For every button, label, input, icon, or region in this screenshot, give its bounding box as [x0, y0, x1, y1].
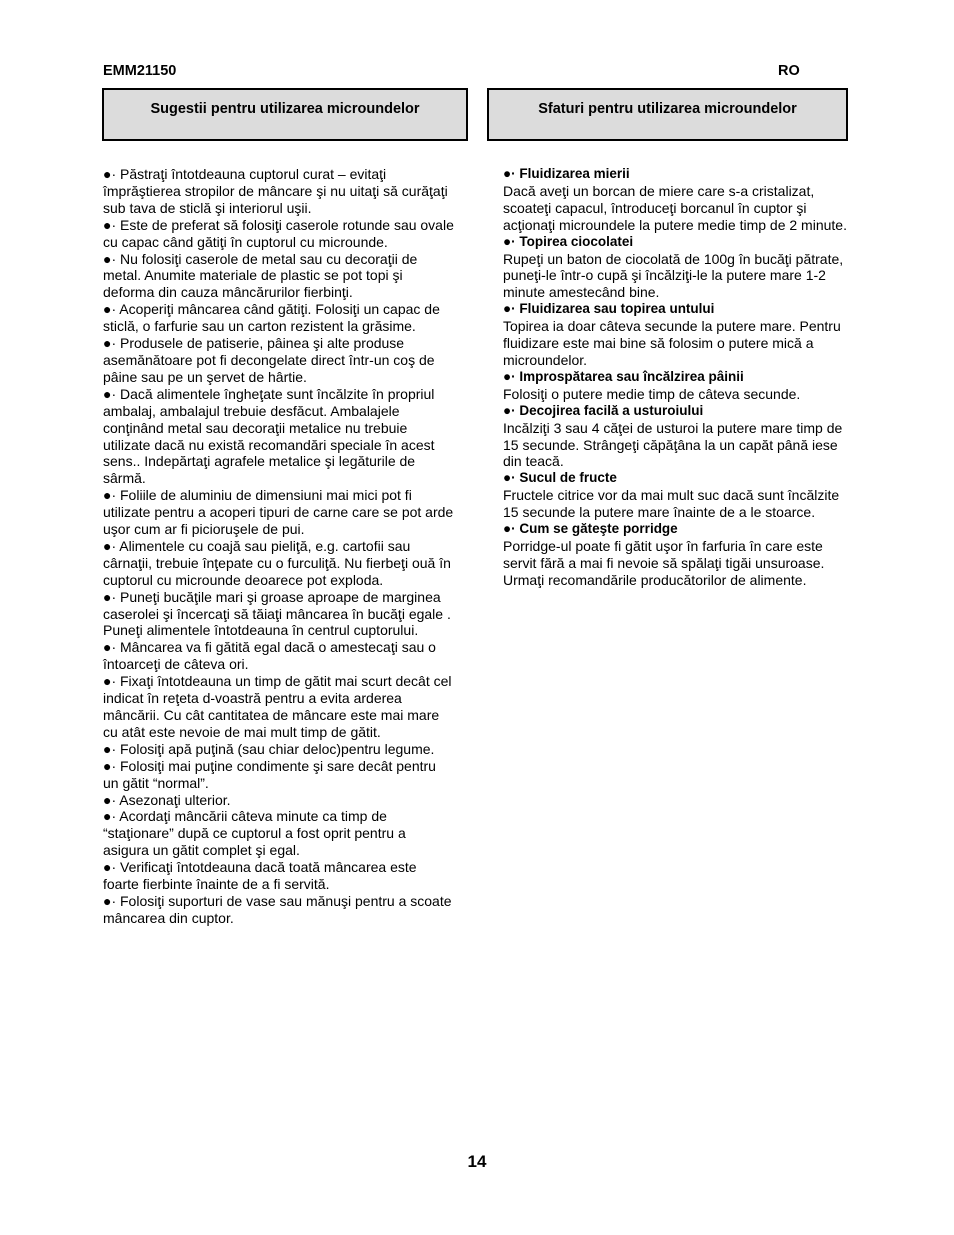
page-number: 14: [467, 1152, 487, 1171]
list-item: ●· Folosiţi suporturi de vase sau mănuşi pentru a scoate mâncarea din cuptor.: [103, 892, 452, 926]
suggestions-list: [103, 166, 455, 927]
list-item: ●· Dacă alimentele îngheţate sunt încălzite în propriul ambalaj, ambalajul trebuie desfăcut. Ambalajele conţinând metal sau decoraţii metalice nu trebuie utilizate dacă nu există recomandări speciale în acest sens.. Indepărtaţi agrafele metalice şi legăturile de sârmă.: [103, 385, 435, 487]
tip-title: ●· Improspătarea sau încălzirea pâinii: [503, 368, 744, 384]
tip-title: ●· Decojirea facilă a usturoiului: [503, 402, 704, 418]
list-item: ●· Verificaţi întotdeauna dacă toată mâncarea este foarte fierbinte înainte de a fi servită.: [103, 859, 417, 893]
left-heading-box: [102, 88, 468, 141]
list-item: ●· Nu folosiţi caserole de metal sau cu decoraţii de metal. Anumite materiale de plastic se pot topi şi deforma din cauza mâncărurilor fierbinţi.: [103, 250, 418, 301]
tip-body: Dacă aveţi un borcan de miere care s-a cristalizat, scoateţi capacul, întroduceţi borcanul în cuptor şi acţionaţi microundele la putere medie timp de 2 minute.: [503, 182, 847, 233]
left-heading: Sugestii pentru utilizarea microundelor: [150, 101, 420, 117]
list-item: ●· Acoperiţi mâncarea când gătiţi. Folosiţi un capac de sticlă, o farfurie sau un carton rezistent la grăsime.: [103, 301, 440, 335]
language-code: RO: [778, 63, 800, 79]
tip-body: Folosiţi o putere medie timp de câteva secunde.: [503, 385, 801, 402]
tip-body: Rupeţi un baton de ciocolată de 100g în bucăţi pătrate, puneţi-le într-o cupă şi încălziţi-le la putere mare 1-2 minute amestecând bine.: [503, 250, 844, 301]
tip-body: Topirea ia doar câteva secunde la putere mare. Pentru fluidizare este mai bine să folosim o putere mică a microundelor.: [503, 318, 841, 368]
list-item: ●· Este de preferat să folosiţi caserole rotunde sau ovale cu capac când gătiţi în cuptorul cu microunde.: [103, 216, 454, 250]
list-item: ●· Fixaţi întotdeauna un timp de gătit mai scurt decât cel indicat în reţeta d-voastră pentru a evita arderea mâncării. Cu cât cantitatea de mâncare este mai mare cu atât este nevoie de mai mult timp de gătit.: [103, 673, 452, 740]
tip-title: ●· Topirea ciocolatei: [503, 233, 634, 249]
list-item: ●· Mâncarea va fi gătită egal dacă o amestecaţi sau o întoarceţi de câteva ori.: [103, 639, 436, 673]
right-heading-box: [487, 88, 848, 141]
tip-title: ●· Fluidizarea sau topirea untului: [503, 301, 715, 317]
tip-title: ●· Sucul de fructe: [503, 470, 617, 486]
list-item: ●· Folosiţi mai puţine condimente şi sare decât pentru un gătit “normal”.: [103, 757, 436, 791]
tip-body: Incălziţi 3 sau 4 căţei de usturoi la putere mare timp de 15 secunde. Strângeţi căpăţâna la un capăt până iese din teacă.: [503, 419, 843, 470]
list-item: ●· Alimentele cu coajă sau pieliţă, e.g. cartofii sau cârnaţii, trebuie înţepate cu o furculiţă. Nu fierbeţi ouă în cuptorul cu microunde deoarece pot exploda.: [103, 537, 451, 588]
tip-title: ●· Cum se găteşte porridge: [503, 521, 678, 537]
model-number: EMM21150: [103, 63, 177, 79]
list-item: ●· Puneţi bucăţile mari şi groase aproape de marginea caserolei şi încercaţi să tăiaţi mâncarea în bucăţi egale . Puneţi alimentele întotdeauna în centrul cuptorului.: [103, 588, 451, 639]
list-item: ●· Asezonaţi ulterior.: [103, 791, 231, 808]
tip-title: ●· Fluidizarea mierii: [503, 166, 630, 181]
tip-body: Porridge-ul poate fi gătit uşor în farfuria în care este servit fără a mai fi nevoie să spălaţi tigăi unsuroase. Urmaţi recomandările producătorilor de alimente.: [503, 537, 825, 588]
list-item: ●· Folosiţi apă puţină (sau chiar deloc)pentru legume.: [103, 740, 435, 757]
tip-body: Fructele citrice vor da mai mult suc dacă sunt încălzite 15 secunde la putere mare înainte de a le stoarce.: [503, 487, 840, 521]
list-item: ●· Acordaţi mâncării câteva minute ca timp de “staţionare” după ce cuptorul a fost oprit pentru a asigura un gătit complet şi egal.: [103, 808, 406, 859]
tips-list: [503, 166, 848, 589]
list-item: ●· Foliile de aluminiu de dimensiuni mai mici pot fi utilizate pentru a acoperi tipuri de carne care se pot arde uşor cum ar fi picioruşele de pui.: [103, 487, 454, 538]
list-item: ●· Păstraţi întotdeauna cuptorul curat – evitaţi împrăştierea stropilor de mâncare şi nu uitaţi să curăţaţi sub tava de sticlă şi interiorul uşii.: [103, 166, 448, 216]
right-heading: Sfaturi pentru utilizarea microundelor: [538, 101, 797, 117]
list-item: ●· Produsele de patiserie, pâinea şi alte produse asemănătoare pot fi decongelate direct într-un coş de pâine sau pe un şervet de hârtie.: [103, 335, 435, 385]
